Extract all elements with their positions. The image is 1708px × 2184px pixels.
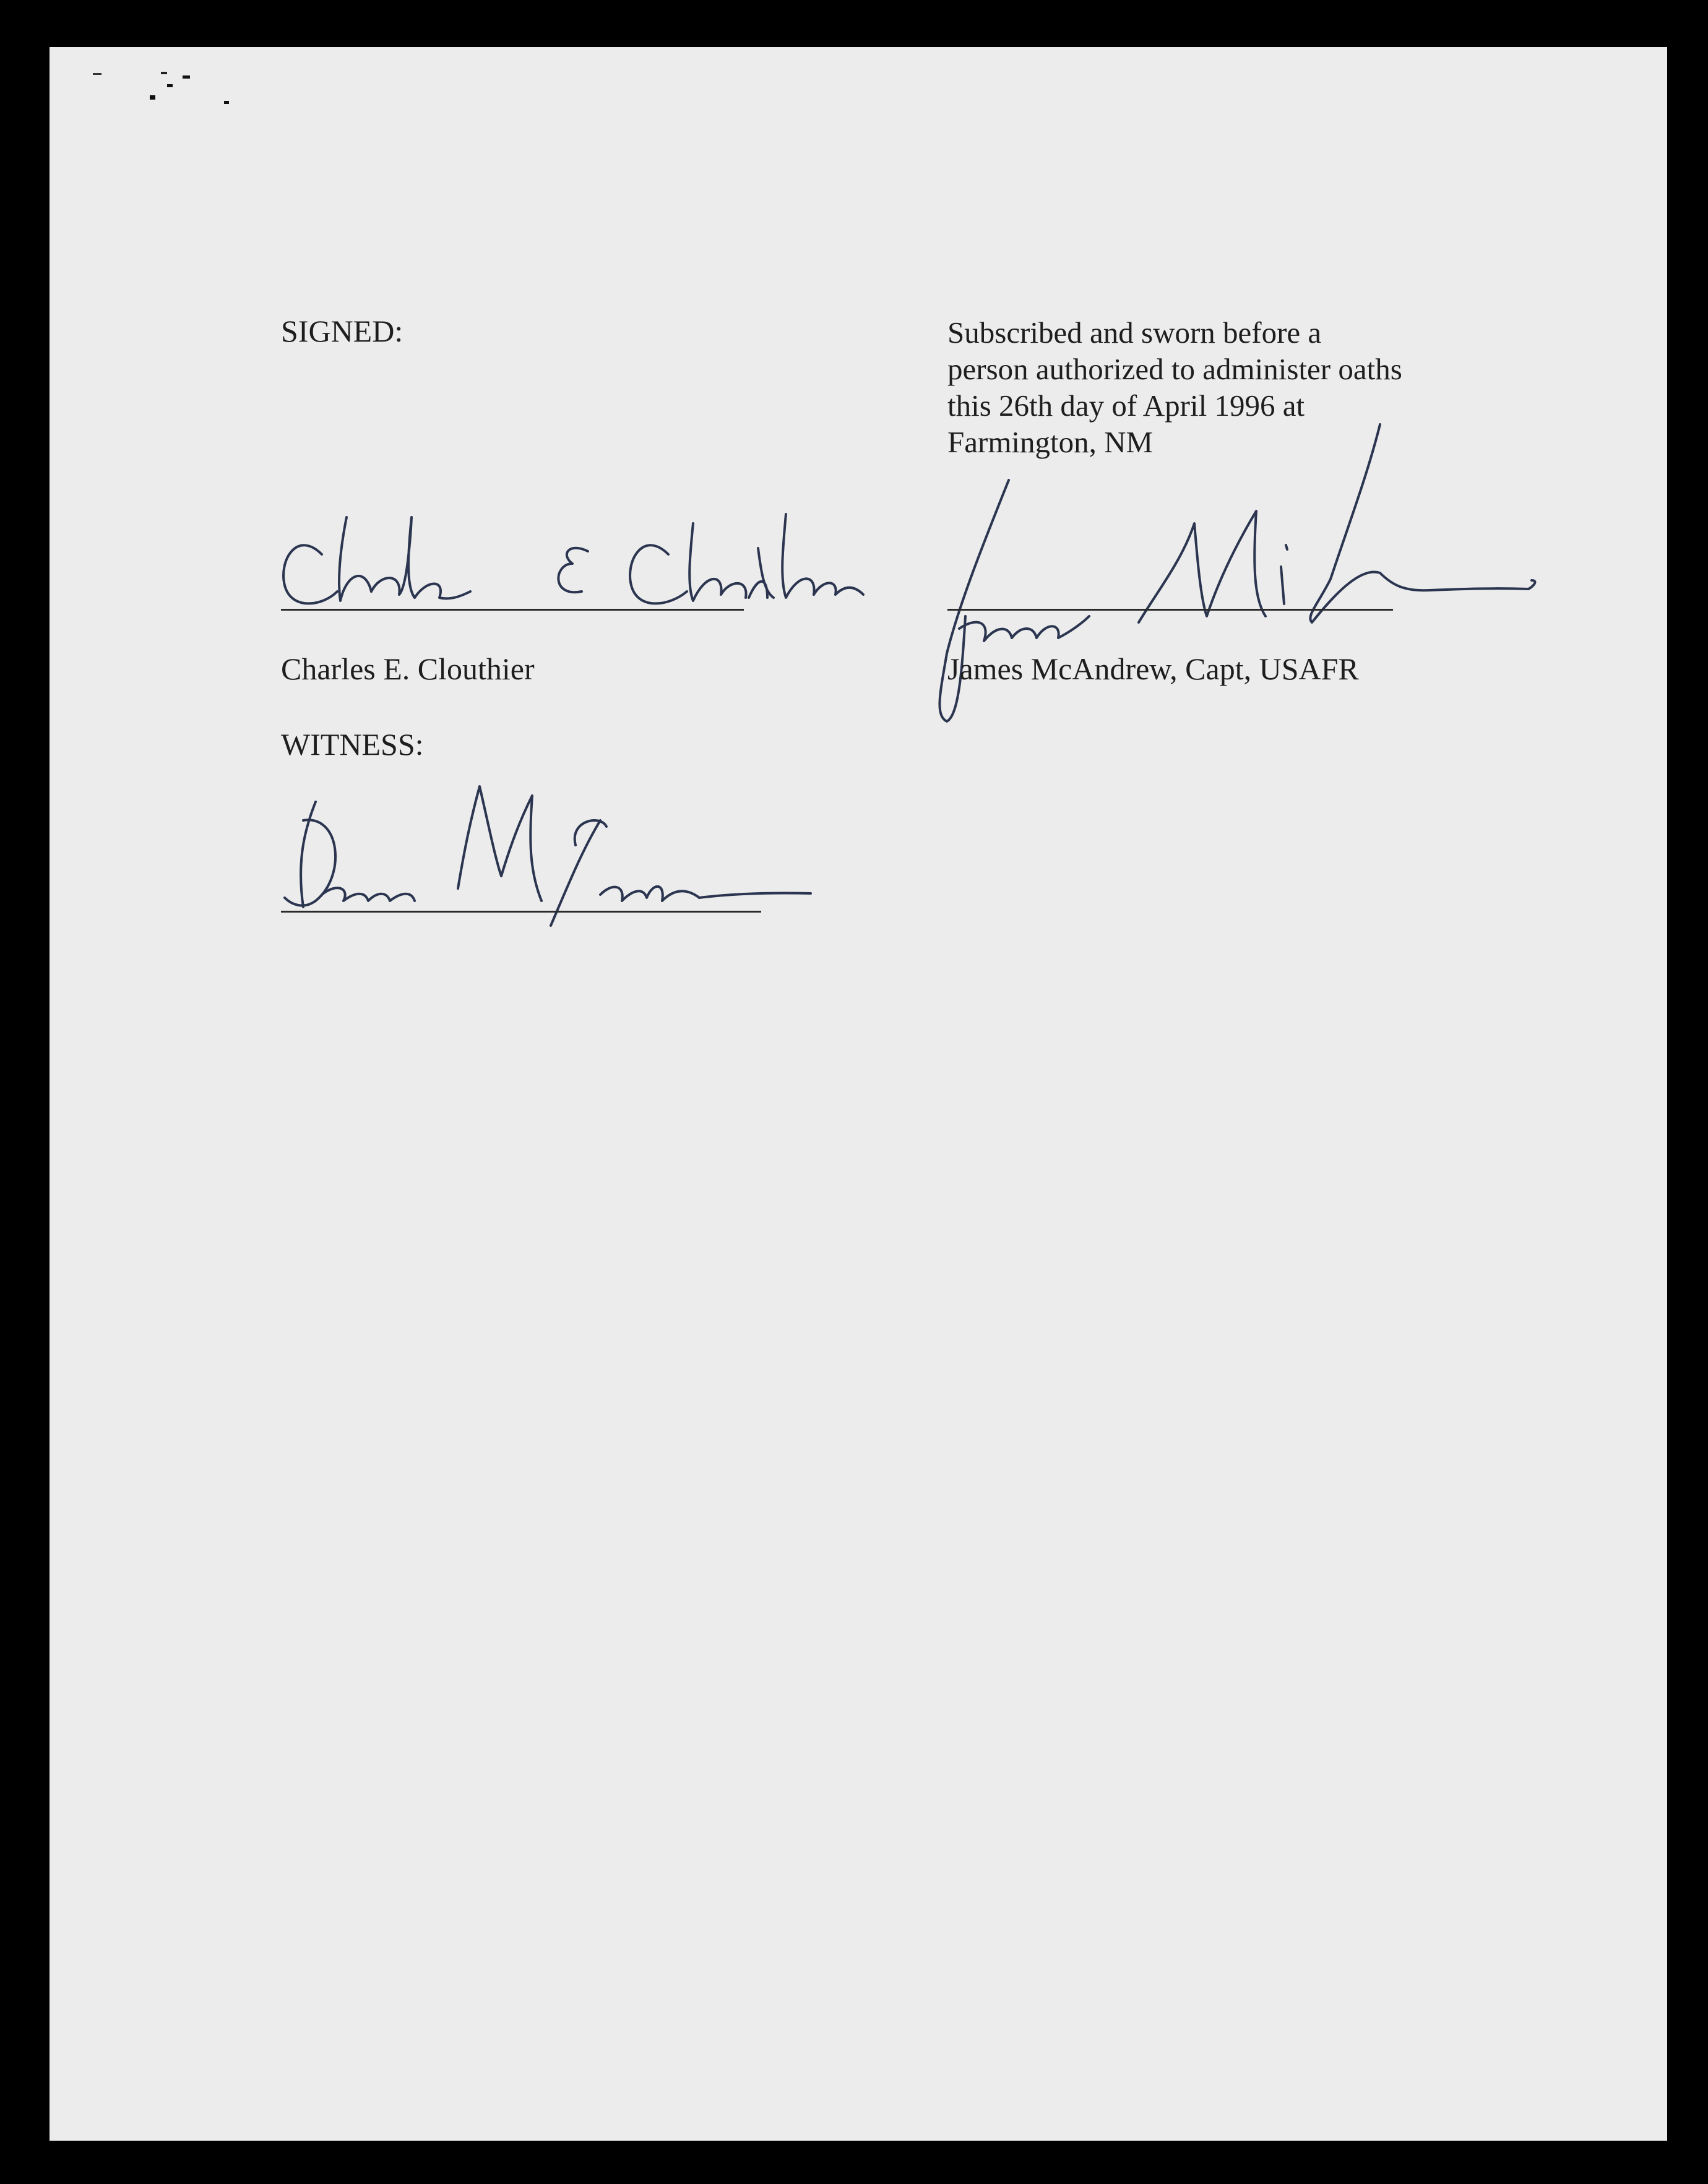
signer-signature	[278, 492, 873, 666]
witness-label: WITNESS:	[281, 727, 424, 762]
document-page	[50, 47, 1667, 2141]
signer-name: Charles E. Clouthier	[281, 651, 535, 686]
officer-name: James McAndrew, Capt, USAFR	[947, 651, 1359, 686]
officer-signature-line	[947, 609, 1393, 611]
oath-line-4: Farmington, NM	[947, 425, 1154, 459]
oath-line-2: person authorized to administer oaths	[947, 352, 1402, 386]
oath-line-3: this 26th day of April 1996 at	[947, 389, 1305, 423]
oath-line-1: Subscribed and sworn before a	[947, 316, 1322, 350]
officer-signature	[934, 418, 1553, 765]
signer-signature-line	[281, 609, 744, 611]
witness-signature	[278, 783, 835, 944]
witness-signature-line	[281, 911, 761, 913]
scan-specks	[87, 66, 297, 134]
signed-label: SIGNED:	[281, 314, 403, 348]
